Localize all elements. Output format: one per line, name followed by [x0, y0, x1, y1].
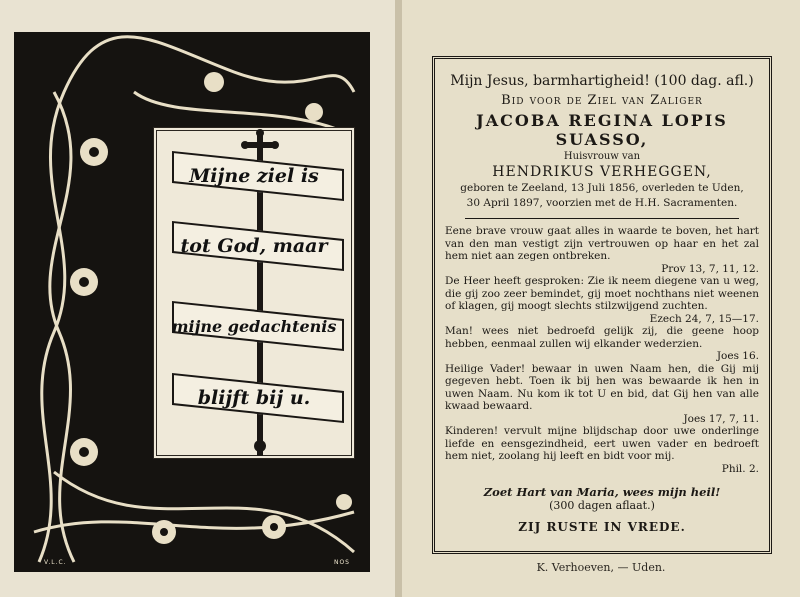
cross-panel — [153, 127, 355, 459]
closing-prayer: Zoet Hart van Maria, wees mijn heil! — [483, 485, 721, 499]
husband-name: HENDRIKUS VERHEGGEN, — [492, 164, 712, 180]
bottom-right-mark: NOS — [333, 559, 350, 566]
indulgence-note: (300 dagen aflaat.) — [549, 499, 655, 512]
printer-credit: K. Verhoeven, — Uden. — [536, 561, 666, 574]
cross-base-icon — [245, 438, 275, 458]
divider — [465, 218, 739, 219]
banner-3: mijne gedachtenis — [154, 306, 354, 346]
invocation: Mijn Jesus, barmhartigheid! (100 dag. afl.) — [450, 73, 754, 89]
verse-1: Eene brave vrouw gaat alles in waarde te boven, het hart van den man vestigt zijn vertrouwen op haar en het zal hem niet aan zegen ontbreken. — [445, 225, 759, 262]
rest-in-peace: ZIJ RUSTE IN VREDE. — [518, 520, 686, 534]
verse-4-ref: Joes 17, 7, 11. — [683, 412, 759, 425]
text-frame — [432, 56, 772, 554]
front-card — [0, 0, 395, 597]
verse-5: Kinderen! vervult mijne blijdschap door uwe onderlinge liefde en eensgezindheid, eert uwen vader en bedroeft hem niet, zoolang hij leeft en bidt voor mij. — [445, 425, 759, 462]
verse-5-ref: Phil. 2. — [721, 462, 759, 475]
verse-1-ref: Prov 13, 7, 11, 12. — [661, 262, 759, 275]
deceased-name: JACOBA REGINA LOPIS SUASSO, — [476, 111, 728, 149]
life-details-2: 30 April 1897, voorzien met de H.H. Sacramenten. — [466, 197, 738, 209]
wife-of-label: Huisvrouw van — [563, 151, 641, 162]
verse-2-ref: Ezech 24, 7, 15—17. — [649, 312, 759, 325]
verse-3-ref: Joes 16. — [716, 350, 759, 362]
verse-2: De Heer heeft gesproken: Zie ik neem diegene van u weg, die gij zoo zeer bemindet, gij moet nochthans niet weenen of klagen, gij moogt slechts stilzwijgend zuchten. — [445, 275, 759, 312]
life-details-1: geboren te Zeeland, 13 Juli 1856, overleden te Uden, — [460, 182, 744, 194]
memorial-text-card — [402, 0, 800, 597]
prayer-request: Bid voor de Ziel van Zaliger — [501, 93, 703, 108]
banner-1: Mijne ziel is — [154, 156, 354, 196]
verse-4: Heilige Vader! bewaar in uwen Naam hen, die Gij mij gegeven hebt. Toen ik bij hen was bewaarde ik hen in uwen Naam. Nu kom ik tot U en bid, dat Gij hen van alle kwaad bewaard. — [445, 362, 759, 412]
banner-4: blijft bij u. — [154, 378, 354, 418]
bottom-left-mark: V.L.C. — [44, 559, 67, 566]
banner-2: tot God, maar — [154, 226, 354, 266]
verse-3: Man! wees niet bedroefd gelijk zij, die geene hoop hebben, eenmaal zullen wij elkander wederzien. — [445, 325, 759, 350]
